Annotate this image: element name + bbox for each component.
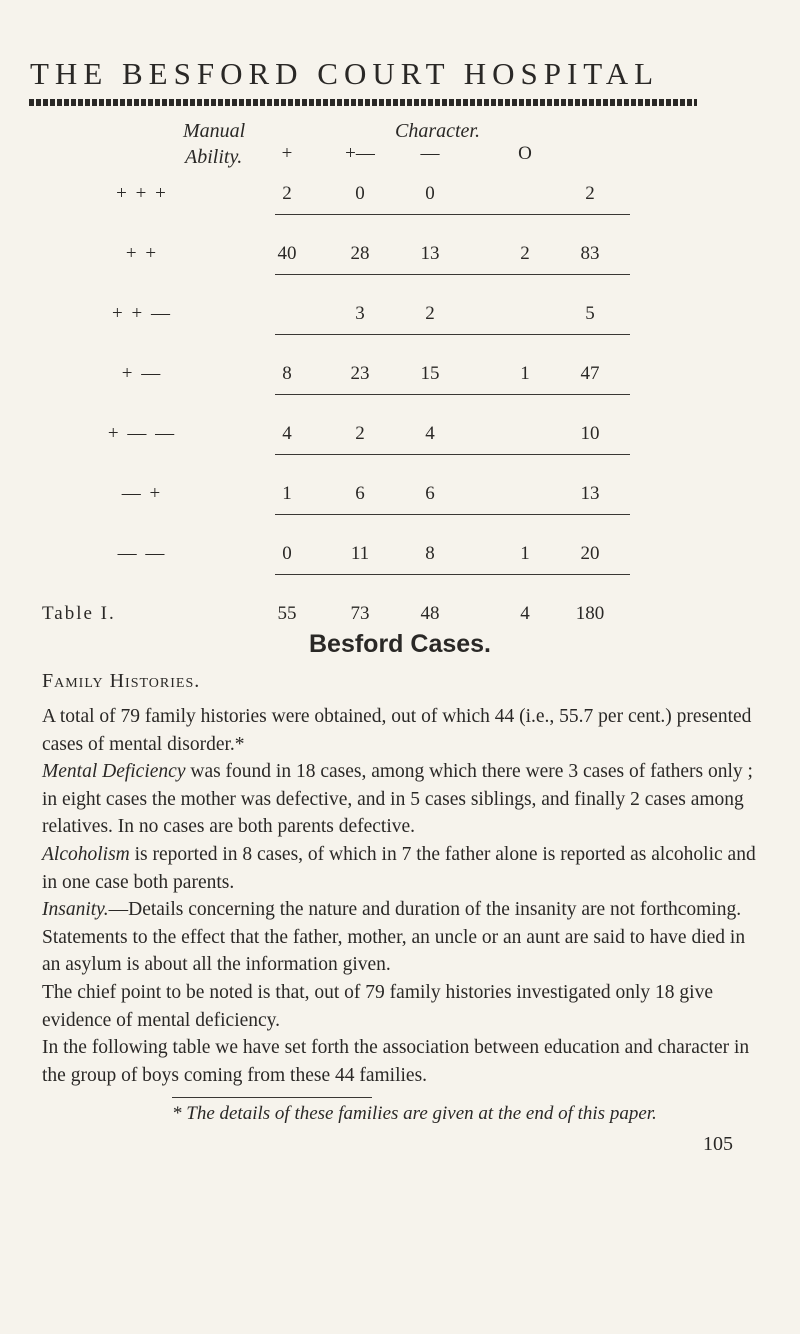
- paragraph: The chief point to be noted is that, out of 79 family histories investigated only 18 give evidence of mental deficiency.: [42, 982, 713, 1031]
- table-cell: 6: [355, 483, 365, 504]
- table-cell: 0: [282, 543, 292, 564]
- paragraph: In the following table we have set forth the association between education and character in the group of boys coming from these 44 families.: [42, 1037, 750, 1086]
- row-label: + + —: [112, 303, 172, 324]
- manual-ability-heading: Manual: [183, 120, 246, 142]
- table-cell: 2: [282, 183, 292, 204]
- table-cell: 10: [580, 423, 600, 444]
- table-cell: 1: [282, 483, 292, 504]
- manual-ability-heading-2: Ability.: [185, 146, 243, 168]
- table-cell: 1: [520, 543, 530, 564]
- table-cell: 15: [420, 363, 440, 384]
- table-cell: 4: [425, 423, 435, 444]
- paragraph: Mental Deficiency was found in 18 cases, among which there were 3 cases of fathers only ; in eight cases the mother was defective, and in 5 cases siblings, and finally 2 cases among relatives. In no cases are both parents defective.: [42, 761, 753, 837]
- total-cell: 180: [575, 603, 605, 624]
- table-cell: 6: [425, 483, 435, 504]
- table-cell: 3: [355, 303, 365, 324]
- paragraph: Alcoholism is reported in 8 cases, of which in 7 the father alone is reported as alcoholic and in one case both parents.: [42, 844, 756, 893]
- table-cell: 47: [580, 363, 600, 384]
- subheading: Family Histories.: [42, 670, 201, 692]
- table-cell: 11: [350, 543, 370, 564]
- table-cell: 2: [355, 423, 365, 444]
- header-rule: [29, 99, 697, 106]
- table-cell: 2: [425, 303, 435, 324]
- page-header: THE BESFORD COURT HOSPITAL: [30, 56, 660, 91]
- row-label: + —: [121, 363, 163, 384]
- subheader-minus: —: [420, 143, 440, 164]
- row-label: + + +: [116, 183, 168, 204]
- table-cell: 28: [350, 243, 370, 264]
- total-cell: 48: [420, 603, 440, 624]
- table-cell: 8: [425, 543, 435, 564]
- table-cell: 20: [580, 543, 600, 564]
- table-cell: 83: [580, 243, 600, 264]
- table-cell: 2: [585, 183, 595, 204]
- table-cell: 23: [350, 363, 370, 384]
- table-cell: 0: [355, 183, 365, 204]
- row-divider: [275, 394, 630, 395]
- table-cell: 0: [425, 183, 435, 204]
- total-cell: 4: [520, 603, 530, 624]
- footnote-rule: [172, 1097, 372, 1098]
- table-cell: 1: [520, 363, 530, 384]
- table-cell: 13: [580, 483, 600, 504]
- character-heading: Character.: [395, 120, 480, 142]
- row-label: + +: [125, 243, 159, 264]
- table-caption: Table I.: [42, 603, 116, 624]
- table-cell: 13: [420, 243, 440, 264]
- footnote: * The details of these families are given at the end of this paper.: [172, 1103, 657, 1124]
- row-divider: [275, 334, 630, 335]
- table-cell: 40: [277, 243, 297, 264]
- table-cell: 2: [520, 243, 530, 264]
- row-divider: [275, 574, 630, 575]
- row-label: + — —: [107, 423, 177, 444]
- section-title: Besford Cases.: [308, 630, 492, 658]
- row-divider: [275, 514, 630, 515]
- table-cell: 4: [282, 423, 292, 444]
- table-cell: 5: [585, 303, 595, 324]
- row-label: — —: [117, 543, 167, 564]
- page-number: 105: [703, 1133, 733, 1155]
- paragraph: A total of 79 family histories were obtained, out of which 44 (i.e., 55.7 per cent.) presented cases of mental disorder.*: [42, 706, 752, 755]
- paragraph: Insanity.—Details concerning the nature and duration of the insanity are not forthcoming. Statements to the effect that the father, mother, an uncle or an aunt are said to have died in an asylum is about all the information given.: [42, 899, 746, 975]
- subheader-zero: O: [518, 143, 532, 164]
- row-divider: [275, 454, 630, 455]
- row-label: — +: [121, 483, 163, 504]
- table-cell: 8: [282, 363, 292, 384]
- total-cell: 55: [277, 603, 297, 624]
- total-cell: 73: [350, 603, 370, 624]
- subheader-plus-minus: +—: [345, 143, 375, 164]
- row-divider: [275, 214, 630, 215]
- subheader-plus: +: [281, 143, 293, 164]
- row-divider: [275, 274, 630, 275]
